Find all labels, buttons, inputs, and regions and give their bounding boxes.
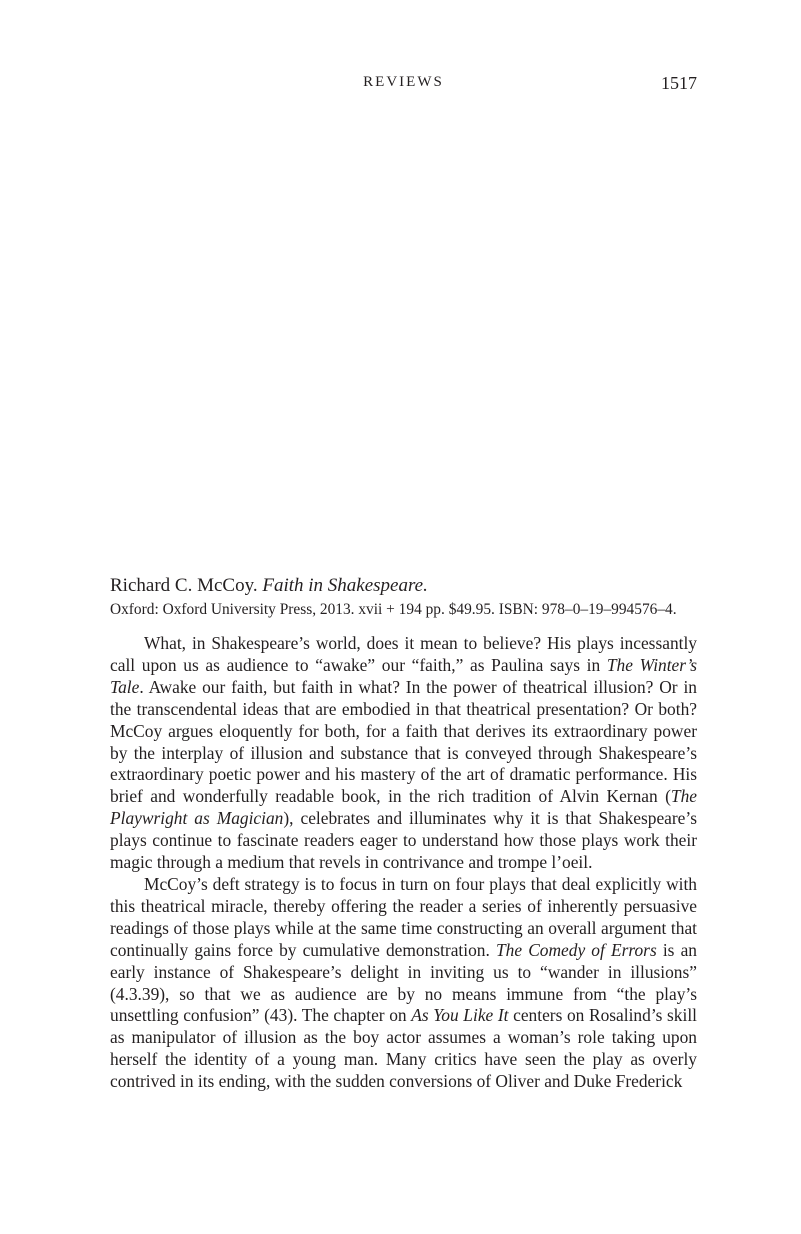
review-book-title: Faith in Shakespeare. xyxy=(262,575,428,596)
paragraph-2-text-b: is an early instance of Shakespeare’s delight in inviting us to “wander in illusions” (4.3.39), so that we as audience are by no means immune from “the play’s unsettling confusion” (43). The chapter on xyxy=(110,939,697,1026)
review-citation xyxy=(110,574,697,598)
paragraph-2-text-a: McCoy’s deft strategy is to focus in turn on four plays that deal explicitly with this theatrical miracle, thereby offering the reader a series of inherently persuasive readings of those plays while at the same time constructing an overall argument that continually gains force by cumulative demonstration. xyxy=(110,873,697,960)
running-head xyxy=(110,74,697,96)
book-review xyxy=(110,574,697,1093)
running-head-section: REVIEWS xyxy=(363,74,444,90)
paragraph-2-text-c: centers on Rosalind’s skill as manipulator of illusion as the boy actor assumes a woman’s role taking upon herself the identity of a young man. Many critics have seen the play as overly contrived in its ending, with the sudden conversions of Oliver and Duke Frederick xyxy=(110,1005,697,1092)
review-author: Richard C. McCoy. xyxy=(110,575,258,596)
paragraph-1-text-a: What, in Shakespeare’s world, does it mean to believe? His plays incessantly call upon us as audience to “awake” our “faith,” as Paulina says in xyxy=(110,633,697,675)
play-title-winters-tale: The Winter’s Tale xyxy=(110,654,697,697)
page-number: 1517 xyxy=(661,73,697,93)
review-body xyxy=(110,633,697,1093)
play-title-as-you-like-it: As You Like It xyxy=(411,1005,509,1026)
paragraph-1-text-b: . Awake our faith, but faith in what? In the power of theatrical illusion? Or in the transcendental ideas that are embodied in that theatrical presentation? Or both? McCoy argues eloquently for both, for a faith that derives its extraordinary power by the interplay of illusion and substance that is conveyed through Shakespeare’s extraordinary poetic power and his mastery of the art of dramatic performance. His brief and wonderfully readable book, in the rich tradition of Alvin Kernan ( xyxy=(110,676,697,807)
paragraph-1 xyxy=(110,633,697,874)
book-title-playwright-as-magician: The Playwright as Magician xyxy=(110,786,697,829)
play-title-comedy-of-errors: The Comedy of Errors xyxy=(495,939,657,960)
publication-details: Oxford: Oxford University Press, 2013. xvii + 194 pp. $49.95. ISBN: 978–0–19–994576–4. xyxy=(110,601,677,618)
paragraph-1-text-c: ), celebrates and illuminates why it is that Shakespeare’s plays continue to fascinate readers eager to understand how those plays work their magic through a medium that revels in contrivance and trompe l’oeil. xyxy=(110,808,697,873)
paragraph-2 xyxy=(110,874,697,1093)
